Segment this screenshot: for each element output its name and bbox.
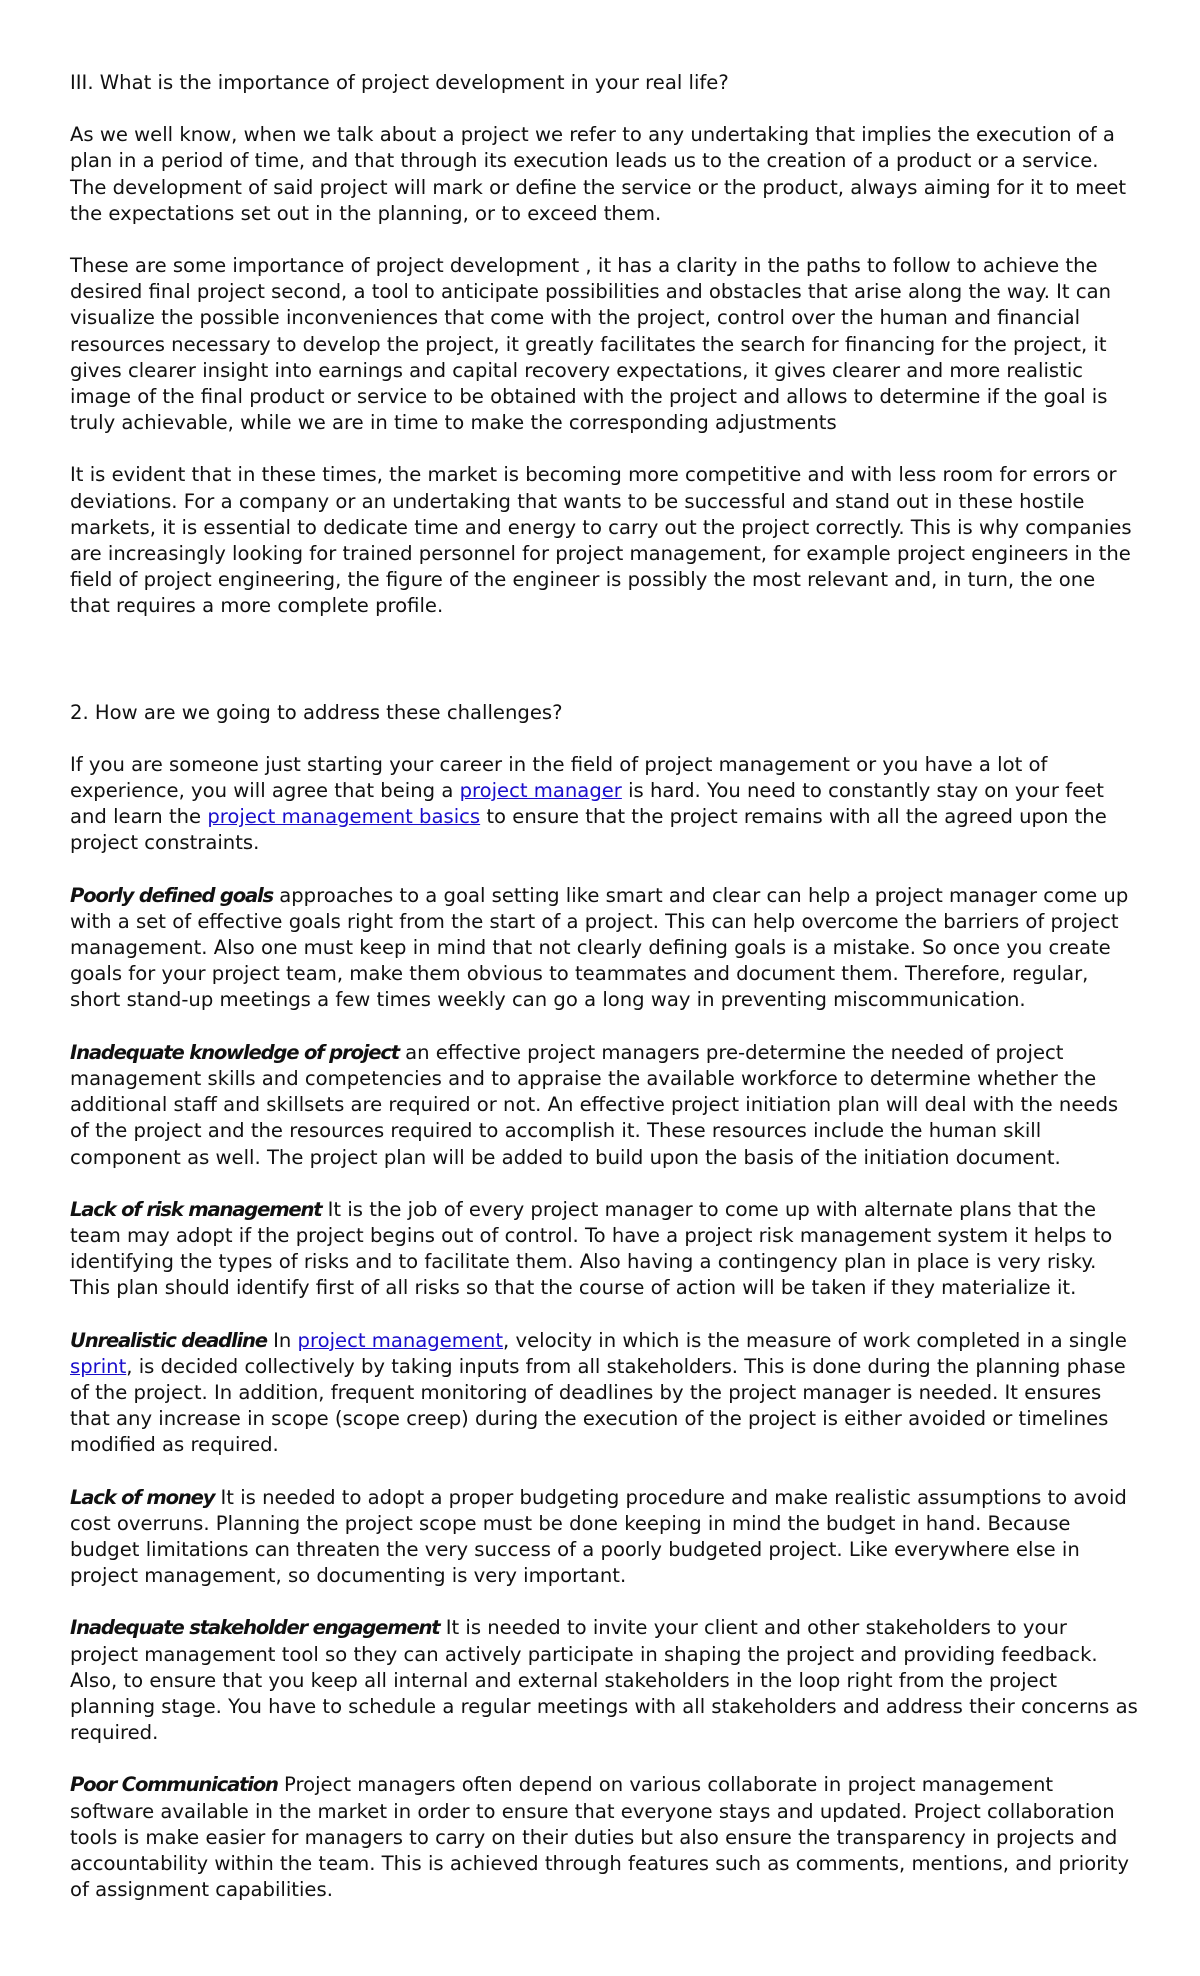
section-3-heading: III. What is the importance of project development in your real life? <box>70 71 729 94</box>
challenge-inadequate-stakeholder-engagement <box>70 1615 1140 1746</box>
challenge-term: Inadequate knowledge of project <box>70 1040 399 1064</box>
challenge-text: approaches to a goal setting like smart and clear can help a project manager come up with a set of effective goals right from the start of a project. This can help overcome the barriers of project management. Also one must keep in mind that not clearly defining goals is a mistake. So once you create goals for your project team, make them obvious to teammates and document them. Therefore, regular, short stand-up meetings a few times weekly can go a long way in preventing miscommunication. <box>70 883 1129 1012</box>
document-page <box>70 70 1140 1903</box>
challenge-text: It is needed to invite your client and other stakeholders to your project management tool so they can actively participate in shaping the project and providing feedback. Also, to ensure that you keep all internal and external stakeholders in the loop right from the project planning stage. You have to schedule a regular meetings with all stakeholders and address their concerns as required. <box>70 1616 1138 1745</box>
intro-text-3: to ensure that the project remains with all the agreed upon the project constraints. <box>70 805 1107 855</box>
project-management-basics-link[interactable]: project management basics <box>207 805 481 829</box>
section-3-paragraph-1: As we well know, when we talk about a project we refer to any undertaking that implies the execution of a plan in a period of time, and that through its execution leads us to the creation of a product or a service. The development of said project will mark or define the service or the product, always aiming for it to meet the expectations set out in the planning, or to exceed them. <box>70 123 1127 225</box>
challenge-poorly-defined-goals <box>70 883 1140 1014</box>
deadline-text-3: , is decided collectively by taking inputs from all stakeholders. This is done during the planning phase of the project. In addition, frequent monitoring of deadlines by the project manager is needed. It ensures that any increase in scope (scope creep) during the execution of the project is either avoided or timelines modified as required. <box>70 1354 1126 1457</box>
section-2-heading: 2. How are we going to address these challenges? <box>70 700 563 724</box>
challenge-text: It is the job of every project manager to come up with alternate plans that the team may adopt if the project begins out of control. To have a project risk management system it helps to identifying the types of risks and to facilitate them. Also having a contingency plan in place is very risky. This plan should identify first of all risks so that the course of action will be taken if they materialize it. <box>70 1197 1113 1300</box>
sprint-link[interactable]: sprint <box>70 1354 127 1378</box>
deadline-text-1: In <box>266 1328 298 1352</box>
challenge-term: Unrealistic deadline <box>70 1328 267 1352</box>
challenge-inadequate-knowledge <box>70 1040 1140 1171</box>
challenge-term: Lack of money <box>70 1485 215 1509</box>
deadline-text-2: , velocity in which is the measure of work completed in a single <box>503 1328 1127 1352</box>
project-management-link[interactable]: project management <box>297 1328 504 1352</box>
section-2-intro <box>70 752 1140 857</box>
challenge-lack-of-money <box>70 1485 1140 1590</box>
challenge-term: Poorly defined goals <box>70 883 273 907</box>
section-3-paragraph-2: These are some importance of project development , it has a clarity in the paths to follow to achieve the desired final project second, a tool to anticipate possibilities and obstacles that arise along the way. It can visualize the possible inconveniences that come with the project, control over the human and financial resources necessary to develop the project, it greatly facilitates the search for financing for the project, it gives clearer insight into earnings and capital recovery expectations, it gives clearer and more realistic image of the final product or service to be obtained with the project and allows to determine if the goal is truly achievable, while we are in time to make the corresponding adjustments <box>70 254 1112 435</box>
challenge-poor-communication <box>70 1772 1140 1903</box>
section-3-paragraph-3: It is evident that in these times, the market is becoming more competitive and with less room for errors or deviations. For a company or an undertaking that wants to be successful and stand out in these hostile markets, it is essential to dedicate time and energy to carry out the project correctly. This is why companies are increasingly looking for trained personnel for project management, for example project engineers in the field of project engineering, the figure of the engineer is possibly the most relevant and, in turn, the one that requires a more complete profile. <box>70 463 1132 618</box>
intro-text-2: is hard. You need to constantly stay on your feet and learn the <box>70 779 1104 829</box>
challenge-term: Lack of risk management <box>70 1197 322 1221</box>
challenge-text: an effective project managers pre-determine the needed of project management skills and competencies and to appraise the available workforce to determine whether the additional staff and skillsets are required or not. An effective project initiation plan will deal with the needs of the project and the resources required to accomplish it. These resources include the human skill component as well. The project plan will be added to build upon the basis of the initiation document. <box>70 1040 1119 1169</box>
challenge-term: Inadequate stakeholder engagement <box>70 1616 440 1640</box>
challenge-unrealistic-deadline <box>70 1328 1140 1459</box>
challenge-term: Poor Communication <box>70 1773 278 1797</box>
challenge-text: Project managers often depend on various collaborate in project management software available in the market in order to ensure that everyone stays and updated. Project collaboration tools is make easier for managers to carry on their duties but also ensure the transparency in projects and accountability within the team. This is achieved through features such as comments, mentions, and priority of assignment capabilities. <box>70 1773 1130 1902</box>
project-manager-link[interactable]: project manager <box>459 779 622 803</box>
intro-text-1: If you are someone just starting your career in the field of project management or you have a lot of experience, you will agree that being a <box>70 752 1048 803</box>
challenge-text: It is needed to adopt a proper budgeting procedure and make realistic assumptions to avoid cost overruns. Planning the project scope must be done keeping in mind the budget in hand. Because budget limitations can threaten the very success of a poorly budgeted project. Like everywhere else in project management, so documenting is very important. <box>70 1485 1127 1588</box>
challenge-lack-of-risk-management <box>70 1197 1140 1302</box>
